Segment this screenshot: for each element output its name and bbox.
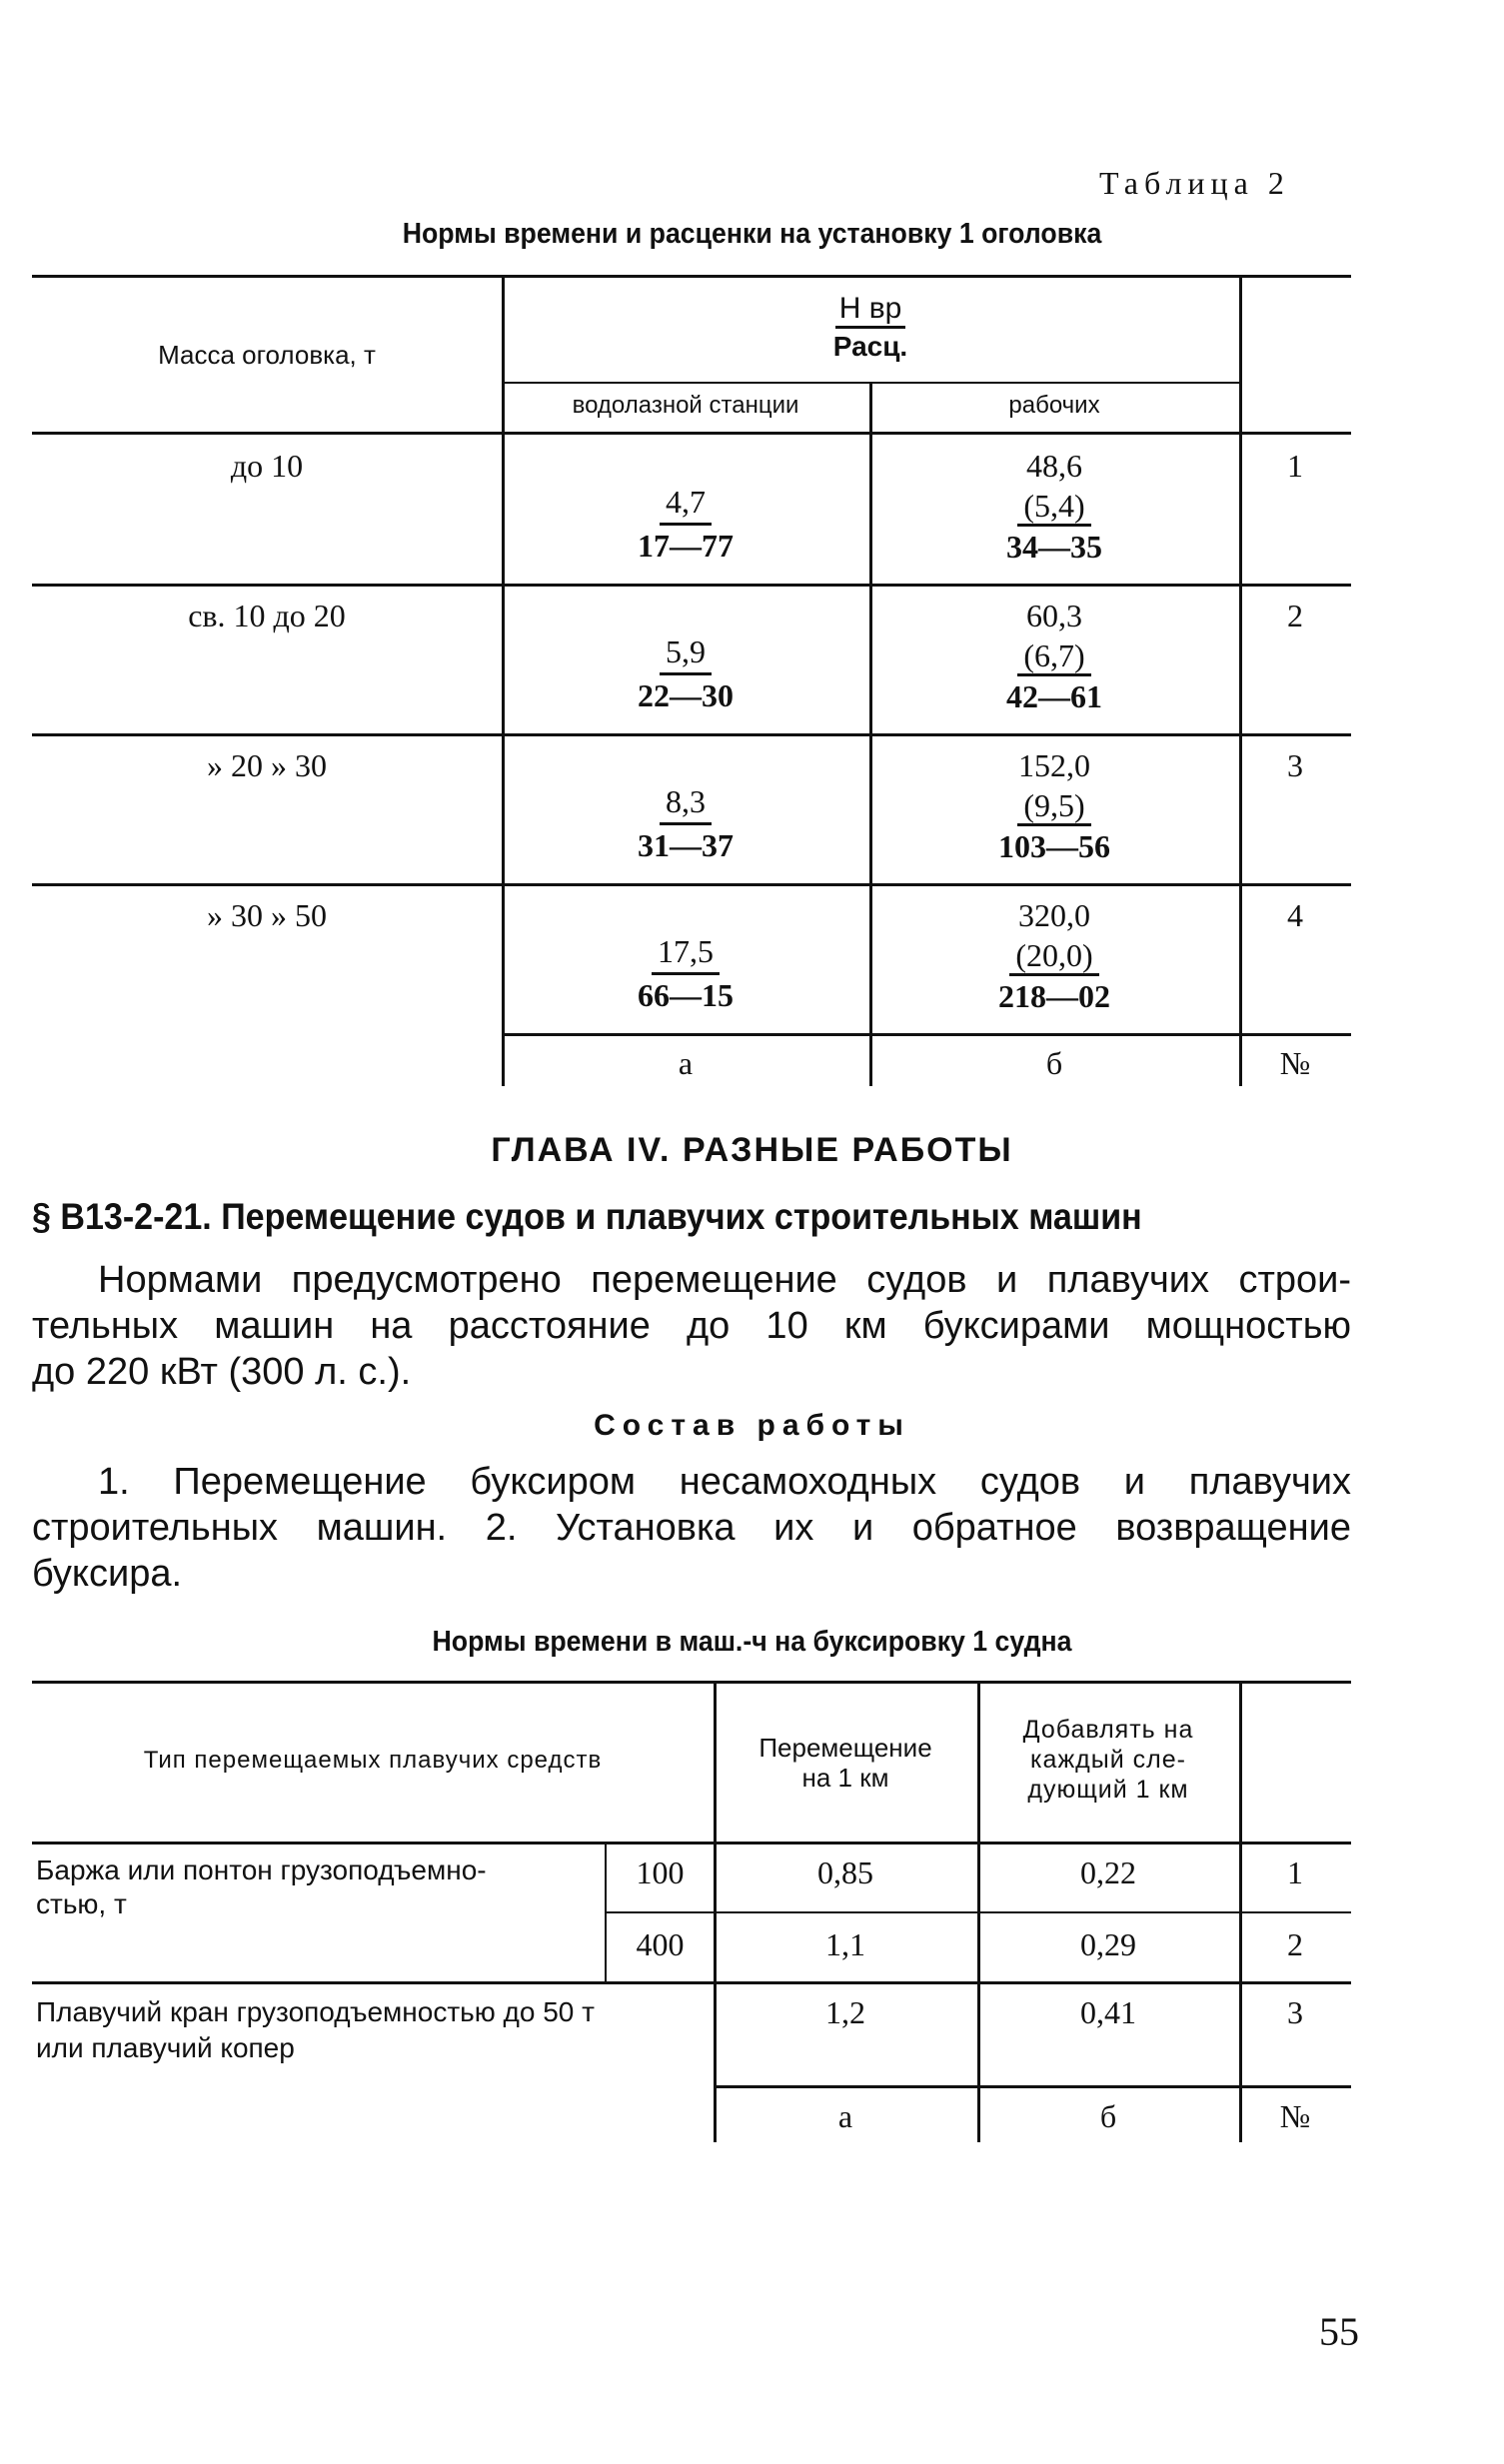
barge-label: Баржа или понтон грузоподъемно- стью, т [36, 1854, 487, 1919]
table3-col-b-header: Добавлять на каждый сле- дующий 1 км [1022, 1716, 1194, 1804]
table-row-2-a: $\frac{5,9}{22—30}$ [638, 633, 734, 713]
table3-col-a-header: Перемещение на 1 км [758, 1733, 932, 1793]
table2-footer-a: а [678, 1045, 694, 1081]
table-row-3-a: $\frac{8,3}{31—37}$ [638, 783, 734, 863]
intro-line-1: Нормами предусмотрено перемещение судов и плавучих строи- [98, 1259, 1351, 1301]
intro-line-2: тельных машин на расстояние до 10 км буксирами мощностью [32, 1305, 1351, 1347]
table-row-2-no: 2 [1287, 598, 1303, 633]
col-mass-header: Масса оголовка, т [158, 340, 376, 370]
intro-paragraph [32, 1257, 1351, 1395]
table-row-2-mass: св. 10 до 20 [188, 598, 346, 633]
table-row-2-b: 60,3 (6,7) 42—61 [1006, 598, 1102, 714]
work-line-3: буксира. [32, 1553, 183, 1595]
work-paragraph [32, 1459, 1351, 1597]
table3-row-3-b: 0,41 [1080, 1994, 1136, 2030]
table2-footer-b: б [1045, 1045, 1063, 1081]
table-row-4-mass: » 30 » 50 [207, 897, 327, 933]
table-row-4-b: 320,0 (20,0) 218—02 [998, 897, 1110, 1014]
crane-label: Плавучий кран грузоподъемностью до 50 т или плавучий копер [36, 1996, 595, 2063]
table3-footer-no: № [1279, 2098, 1311, 2134]
table3-row-2-no: 2 [1287, 1926, 1303, 1962]
work-heading: Состав работы [594, 1409, 910, 1442]
work-line-2: строительных машин. 2. Установка их и обратное возвращение [32, 1507, 1351, 1549]
table3-row-3-a: 1,2 [825, 1994, 865, 2030]
table3-title: Нормы времени в маш.-ч на буксировку 1 судна [432, 1626, 1072, 1658]
table3-row-2-a: 1,1 [825, 1926, 865, 1962]
table3-row-1-no: 1 [1287, 1854, 1303, 1890]
table3-row-1-b: 0,22 [1080, 1854, 1136, 1890]
page-number: 55 [1319, 2309, 1359, 2354]
hvr-bottom: Расц. [832, 331, 908, 362]
table-row-3-mass: » 20 » 30 [207, 747, 327, 783]
table2-footer-no: № [1279, 1045, 1311, 1081]
col-b-header: рабочих [1008, 392, 1100, 419]
table3-row-2-b: 0,29 [1080, 1926, 1136, 1962]
table-row-1-no: 1 [1287, 448, 1303, 484]
work-line-1: 1. Перемещение буксиром несамоходных судов и плавучих [98, 1461, 1351, 1503]
table-row-1-b: 48,6 (5,4) 34—35 [1006, 448, 1102, 565]
hvr-top: Н вр [835, 292, 906, 329]
hvr-header [502, 292, 1239, 363]
table-row-4-a: $\frac{17,5}{66—15}$ [638, 933, 734, 1013]
table3-col-type-header: Тип перемещаемых плавучих средств [143, 1747, 603, 1774]
table-row-1-a: $\frac{4,7}{17—77}$ [638, 484, 734, 564]
table3-row-1-cap: 100 [636, 1854, 685, 1890]
table-row-3-b: 152,0 (9,5) 103—56 [998, 747, 1110, 864]
table-row-4-no: 4 [1287, 897, 1303, 933]
table2-label: Таблица 2 [1099, 165, 1290, 201]
table-row-1-mass: до 10 [230, 448, 304, 484]
table3-row-2-cap: 400 [636, 1926, 685, 1962]
table3-footer-b: б [1099, 2098, 1117, 2134]
table-row-3-no: 3 [1287, 747, 1303, 783]
chapter-heading: ГЛАВА IV. РАЗНЫЕ РАБОТЫ [491, 1131, 1013, 1169]
table3-row-3-no: 3 [1287, 1994, 1303, 2030]
col-a-header: водолазной станции [572, 392, 799, 419]
section-heading: § В13-2-21. Перемещение судов и плавучих строительных машин [32, 1196, 1142, 1237]
table3-row-1-a: 0,85 [817, 1854, 873, 1890]
table3-footer-a: а [837, 2098, 853, 2134]
intro-line-3: до 220 кВт (300 л. с.). [32, 1351, 412, 1393]
table2-title: Нормы времени и расценки на установку 1 оголовка [402, 218, 1102, 250]
